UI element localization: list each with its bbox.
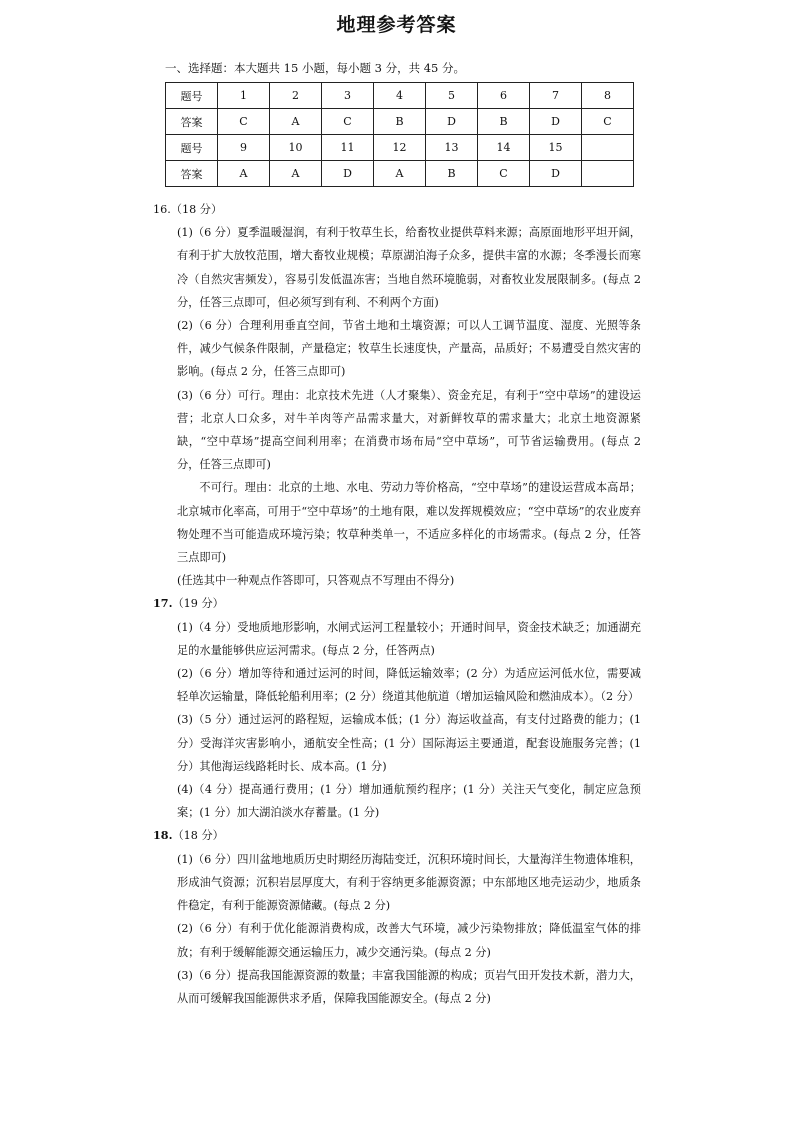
table-cell: 13: [426, 135, 478, 161]
q18-part1: (1)（6 分）四川盆地地质历史时期经历海陆变迁，沉积环境时间长，大量海洋生物遗体堆积，形成油气资源；沉积岩层厚度大，有利于容纳更多能源资源；中东部地区地壳运动少，地质条件稳定，有利于能源资源储藏。(每点 2 分): [177, 852, 641, 913]
q18-part2: (2)（6 分）有利于优化能源消费构成，改善大气环境，减少污染物排放；降低温室气体的排放；有利于缓解能源交通运输压力，减少交通污染。(每点 2 分): [177, 922, 641, 959]
q17-score: （19 分）: [172, 597, 224, 611]
table-cell: 2: [270, 83, 322, 109]
table-cell: 15: [530, 135, 582, 161]
table-cell: 9: [218, 135, 270, 161]
table-cell: 14: [478, 135, 530, 161]
q16-part3-infeasible: 不可行。理由：北京的土地、水电、劳动力等价格高，“空中草场”的建设运营成本高昂；北京城市化率高，可用于“空中草场”的土地有限，难以发挥规模效应；“空中草场”的农业废弃物处理不当可能造成环境污染；牧草种类单一，不适应多样化的市场需求。(每点 2 分，任答三点即可): [177, 481, 641, 565]
q17-part3: (3)（5 分）通过运河的路程短，运输成本低；(1 分）海运收益高，有支付过路费的能力；(1 分）受海洋灾害影响小，通航安全性高；(1 分）国际海运主要通道，配套设施服务完善；(1 分）其他海运线路耗时长、成本高。(1 分): [177, 713, 641, 773]
table-cell: B: [478, 109, 530, 135]
table-row: [166, 83, 634, 109]
table-row: [166, 109, 634, 135]
table-cell: C: [582, 109, 634, 135]
q16-part2: (2)（6 分）合理利用垂直空间，节省土地和土壤资源；可以人工调节温度、湿度、光照等条件，减少气候条件限制，产量稳定；牧草生长速度快，产量高，品质好；不易遭受自然灾害的影响。(每点 2 分，任答三点即可): [177, 319, 641, 379]
table-cell: 10: [270, 135, 322, 161]
answers-content: [153, 198, 641, 1010]
table-cell: B: [426, 161, 478, 187]
table-row-header: 题号: [166, 135, 218, 161]
table-cell: [582, 161, 634, 187]
answer-table-body: [166, 83, 634, 187]
table-cell: 1: [218, 83, 270, 109]
table-cell: 3: [322, 83, 374, 109]
table-cell: A: [270, 161, 322, 187]
table-cell: 7: [530, 83, 582, 109]
table-row-header: 题号: [166, 83, 218, 109]
table-cell: D: [322, 161, 374, 187]
table-cell: C: [322, 109, 374, 135]
table-cell: [582, 135, 634, 161]
section1-heading: 一、选择题：本大题共 15 小题，每小题 3 分，共 45 分。: [165, 61, 466, 75]
table-row-header: 答案: [166, 109, 218, 135]
table-cell: D: [530, 161, 582, 187]
q16-part1: (1)（6 分）夏季温暖湿润，有利于牧草生长，给畜牧业提供草料来源；高原面地形平坦开阔，有利于扩大放牧范围，增大畜牧业规模；草原湖泊海子众多，提供丰富的水源；冬季漫长而寒冷（自然灾害频发），容易引发低温冻害；当地自然环境脆弱，对畜牧业发展限制多。(每点 2 分，任答三点即可，但必须写到有利、不利两个方面): [177, 226, 641, 309]
q18-number: 18.: [153, 828, 173, 843]
table-cell: A: [270, 109, 322, 135]
page-title: 地理参考答案: [336, 14, 457, 36]
q16-score: （18 分）: [170, 203, 223, 216]
table-cell: 5: [426, 83, 478, 109]
table-cell: A: [374, 161, 426, 187]
q16-number: 16.: [153, 203, 171, 216]
table-cell: 4: [374, 83, 426, 109]
q16-note: (任选其中一种观点作答即可，只答观点不写理由不得分): [177, 574, 455, 588]
q16-part3-feasible: (3)（6 分）可行。理由：北京技术先进（人才聚集）、资金充足，有利于“空中草场”的建设运营；北京人口众多，对牛羊肉等产品需求量大，对新鲜牧草的需求量大；北京土地资源紧缺，“空中草场”提高空间利用率；在消费市场布局“空中草场”，可节省运输费用。(每点 2 分，任答三点即可): [177, 388, 641, 472]
table-cell: 6: [478, 83, 530, 109]
table-cell: 11: [322, 135, 374, 161]
q17-number: 17.: [153, 596, 173, 611]
q16-heading: [153, 198, 641, 221]
q18-heading: [153, 824, 641, 847]
table-cell: A: [218, 161, 270, 187]
table-cell: 12: [374, 135, 426, 161]
table-cell: B: [374, 109, 426, 135]
table-row: [166, 161, 634, 187]
q17-part4: (4)（4 分）提高通行费用；(1 分）增加通航预约程序；(1 分）关注天气变化，制定应急预案；(1 分）加大湖泊淡水存蓄量。(1 分): [177, 783, 641, 820]
table-cell: C: [478, 161, 530, 187]
q18-part3: (3)（6 分）提高我国能源资源的数量；丰富我国能源的构成；页岩气田开发技术新，潜力大，从而可缓解我国能源供求矛盾，保障我国能源安全。(每点 2 分): [177, 968, 641, 1005]
table-row-header: 答案: [166, 161, 218, 187]
table-row: [166, 135, 634, 161]
q18-score: （18 分）: [172, 829, 224, 843]
table-cell: C: [218, 109, 270, 135]
table-cell: 8: [582, 83, 634, 109]
q17-part1: (1)（4 分）受地质地形影响，水闸式运河工程量较小；开通时间早，资金技术缺乏；加通湖充足的水量能够供应运河需求。(每点 2 分，任答两点): [177, 620, 641, 657]
answer-table: [165, 82, 634, 187]
table-cell: D: [530, 109, 582, 135]
q17-heading: [153, 592, 641, 615]
q17-part2: (2)（6 分）增加等待和通过运河的时间，降低运输效率；(2 分）为适应运河低水位，需要减轻单次运输量，降低轮船利用率；(2 分）绕道其他航道（增加运输风险和燃油成本）。（2 分）: [177, 667, 641, 704]
table-cell: D: [426, 109, 478, 135]
